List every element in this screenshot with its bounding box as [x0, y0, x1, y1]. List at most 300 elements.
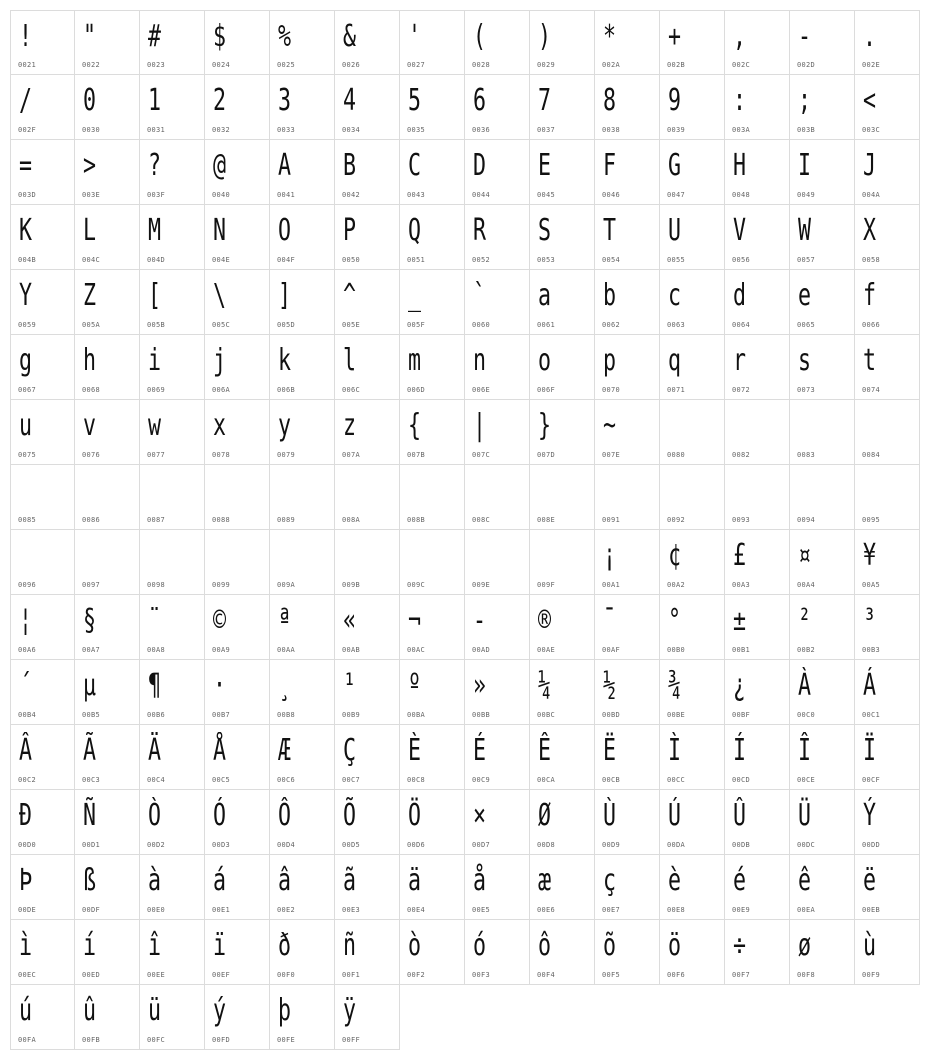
glyph-character: ä — [408, 863, 422, 898]
glyph-cell[interactable] — [530, 530, 595, 595]
glyph-code-label: 00DC — [797, 841, 816, 849]
glyph-cell[interactable] — [530, 920, 595, 985]
glyph-cell[interactable] — [725, 335, 790, 400]
glyph-cell[interactable] — [205, 530, 270, 595]
glyph-code-label: 007B — [407, 451, 426, 459]
glyph-cell[interactable] — [270, 920, 335, 985]
glyph-cell[interactable] — [465, 855, 530, 920]
glyph-cell[interactable] — [10, 920, 75, 985]
glyph-cell[interactable] — [400, 465, 465, 530]
glyph-character: æ — [538, 863, 552, 898]
glyph-cell[interactable] — [400, 140, 465, 205]
glyph-character: k — [278, 343, 292, 378]
glyph-cell[interactable] — [270, 595, 335, 660]
glyph-cell[interactable] — [725, 400, 790, 465]
glyph-cell[interactable] — [530, 465, 595, 530]
glyph-cell[interactable] — [660, 140, 725, 205]
glyph-cell[interactable] — [530, 270, 595, 335]
glyph-cell[interactable] — [400, 790, 465, 855]
glyph-cell[interactable] — [140, 920, 205, 985]
glyph-cell[interactable] — [595, 335, 660, 400]
glyph-cell[interactable] — [660, 400, 725, 465]
glyph-cell[interactable] — [400, 10, 465, 75]
glyph-cell[interactable] — [75, 790, 140, 855]
glyph-cell[interactable] — [790, 10, 855, 75]
glyph-cell[interactable] — [790, 790, 855, 855]
glyph-code-label: 00C6 — [277, 776, 296, 784]
glyph-cell[interactable] — [335, 465, 400, 530]
glyph-cell[interactable] — [400, 920, 465, 985]
glyph-character: 7 — [538, 83, 552, 118]
glyph-cell[interactable] — [530, 790, 595, 855]
glyph-cell[interactable] — [790, 270, 855, 335]
glyph-character: Á — [863, 668, 877, 703]
glyph-cell[interactable] — [140, 205, 205, 270]
glyph-cell[interactable] — [75, 400, 140, 465]
glyph-cell[interactable] — [790, 920, 855, 985]
glyph-cell[interactable] — [660, 790, 725, 855]
glyph-cell[interactable] — [205, 335, 270, 400]
glyph-cell[interactable] — [595, 75, 660, 140]
glyph-code-label: 00FA — [18, 1036, 37, 1044]
glyph-cell[interactable] — [10, 465, 75, 530]
glyph-cell[interactable] — [10, 400, 75, 465]
glyph-cell[interactable] — [335, 530, 400, 595]
glyph-cell[interactable] — [595, 10, 660, 75]
glyph-code-label: 0075 — [18, 451, 37, 459]
glyph-cell[interactable] — [205, 140, 270, 205]
glyph-cell[interactable] — [595, 725, 660, 790]
glyph-character: ½ — [603, 668, 617, 703]
glyph-cell[interactable] — [140, 75, 205, 140]
glyph-code-label: 0025 — [277, 61, 296, 69]
glyph-cell[interactable] — [790, 725, 855, 790]
glyph-cell[interactable] — [400, 205, 465, 270]
glyph-cell[interactable] — [10, 140, 75, 205]
glyph-cell[interactable] — [400, 855, 465, 920]
glyph-cell[interactable] — [75, 140, 140, 205]
glyph-cell[interactable] — [530, 595, 595, 660]
glyph-cell[interactable] — [140, 465, 205, 530]
glyph-cell[interactable] — [140, 140, 205, 205]
glyph-cell[interactable] — [595, 790, 660, 855]
glyph-cell[interactable] — [465, 10, 530, 75]
glyph-cell[interactable] — [725, 530, 790, 595]
glyph-cell[interactable] — [205, 400, 270, 465]
glyph-cell[interactable] — [270, 400, 335, 465]
glyph-cell[interactable] — [75, 920, 140, 985]
glyph-code-label: 0094 — [797, 516, 816, 524]
glyph-cell[interactable] — [270, 140, 335, 205]
glyph-cell[interactable] — [10, 790, 75, 855]
glyph-cell[interactable] — [140, 595, 205, 660]
glyph-code-label: 00D0 — [18, 841, 37, 849]
glyph-cell[interactable] — [465, 530, 530, 595]
glyph-cell[interactable] — [465, 140, 530, 205]
glyph-cell[interactable] — [530, 335, 595, 400]
glyph-character: J — [863, 148, 877, 183]
glyph-code-label: 0041 — [277, 191, 296, 199]
glyph-cell[interactable] — [270, 530, 335, 595]
glyph-cell[interactable] — [465, 660, 530, 725]
glyph-character: ¹ — [343, 668, 357, 703]
glyph-cell[interactable] — [335, 920, 400, 985]
glyph-cell[interactable] — [855, 465, 920, 530]
glyph-cell[interactable] — [530, 400, 595, 465]
glyph-cell[interactable] — [140, 530, 205, 595]
glyph-code-label: 002E — [862, 61, 881, 69]
glyph-cell[interactable] — [725, 660, 790, 725]
glyph-cell[interactable] — [855, 140, 920, 205]
glyph-character: ª — [278, 603, 292, 638]
glyph-character: y — [278, 408, 292, 443]
glyph-cell[interactable] — [660, 75, 725, 140]
glyph-cell[interactable] — [660, 465, 725, 530]
glyph-cell[interactable] — [270, 985, 335, 1050]
glyph-code-label: 0023 — [147, 61, 166, 69]
glyph-cell[interactable] — [270, 10, 335, 75]
glyph-cell[interactable] — [595, 270, 660, 335]
glyph-code-label: 00E7 — [602, 906, 621, 914]
glyph-cell[interactable] — [400, 400, 465, 465]
glyph-cell[interactable] — [335, 855, 400, 920]
glyph-cell[interactable] — [725, 725, 790, 790]
glyph-cell[interactable] — [465, 725, 530, 790]
glyph-cell[interactable] — [10, 270, 75, 335]
glyph-character: x — [213, 408, 227, 443]
glyph-cell[interactable] — [465, 205, 530, 270]
glyph-cell[interactable] — [660, 530, 725, 595]
glyph-code-label: 0032 — [212, 126, 231, 134]
glyph-cell[interactable] — [660, 10, 725, 75]
glyph-cell[interactable] — [75, 205, 140, 270]
glyph-character: ³ — [863, 603, 877, 638]
glyph-cell[interactable] — [725, 75, 790, 140]
glyph-code-label: 0079 — [277, 451, 296, 459]
glyph-cell[interactable] — [790, 855, 855, 920]
glyph-cell[interactable] — [595, 530, 660, 595]
glyph-cell[interactable] — [205, 75, 270, 140]
glyph-cell[interactable] — [75, 530, 140, 595]
glyph-cell[interactable] — [725, 465, 790, 530]
glyph-cell[interactable] — [855, 10, 920, 75]
glyph-code-label: 00FF — [342, 1036, 361, 1044]
glyph-cell[interactable] — [335, 140, 400, 205]
glyph-code-label: 0028 — [472, 61, 491, 69]
glyph-character: 4 — [343, 83, 357, 118]
glyph-cell[interactable] — [270, 335, 335, 400]
glyph-cell[interactable] — [855, 920, 920, 985]
glyph-code-label: 00B3 — [862, 646, 881, 654]
glyph-cell[interactable] — [140, 660, 205, 725]
glyph-cell[interactable] — [465, 790, 530, 855]
glyph-cell[interactable] — [465, 75, 530, 140]
glyph-code-label: 003E — [82, 191, 101, 199]
glyph-cell[interactable] — [75, 985, 140, 1050]
glyph-cell[interactable] — [205, 790, 270, 855]
glyph-cell[interactable] — [205, 270, 270, 335]
glyph-cell[interactable] — [725, 10, 790, 75]
glyph-cell[interactable] — [75, 10, 140, 75]
glyph-cell[interactable] — [855, 790, 920, 855]
glyph-character: 1 — [148, 83, 162, 118]
glyph-cell[interactable] — [75, 465, 140, 530]
glyph-cell[interactable] — [400, 725, 465, 790]
glyph-code-label: 00EA — [797, 906, 816, 914]
glyph-cell[interactable] — [140, 335, 205, 400]
glyph-cell[interactable] — [595, 465, 660, 530]
glyph-cell[interactable] — [790, 75, 855, 140]
glyph-cell[interactable] — [725, 790, 790, 855]
glyph-cell[interactable] — [465, 335, 530, 400]
glyph-cell[interactable] — [270, 75, 335, 140]
glyph-character: ñ — [343, 928, 357, 963]
glyph-cell[interactable] — [790, 530, 855, 595]
glyph-cell[interactable] — [205, 595, 270, 660]
glyph-cell[interactable] — [790, 465, 855, 530]
glyph-code-label: 00EC — [18, 971, 37, 979]
glyph-character: - — [798, 19, 812, 54]
glyph-cell[interactable] — [660, 725, 725, 790]
glyph-code-label: 002C — [732, 61, 751, 69]
glyph-cell[interactable] — [465, 920, 530, 985]
glyph-code-label: 004B — [18, 256, 37, 264]
glyph-cell[interactable] — [75, 855, 140, 920]
glyph-code-label: 0054 — [602, 256, 621, 264]
glyph-code-label: 00EE — [147, 971, 166, 979]
glyph-cell[interactable] — [660, 920, 725, 985]
glyph-cell[interactable] — [595, 400, 660, 465]
glyph-cell[interactable] — [270, 725, 335, 790]
glyph-character: Õ — [343, 798, 357, 833]
glyph-cell[interactable] — [270, 205, 335, 270]
glyph-cell[interactable] — [75, 270, 140, 335]
glyph-cell[interactable] — [595, 855, 660, 920]
glyph-cell[interactable] — [400, 75, 465, 140]
glyph-cell[interactable] — [790, 205, 855, 270]
glyph-cell[interactable] — [140, 270, 205, 335]
glyph-code-label: 00BB — [472, 711, 491, 719]
glyph-cell[interactable] — [530, 660, 595, 725]
glyph-character: § — [83, 603, 97, 638]
glyph-cell[interactable] — [75, 75, 140, 140]
glyph-cell[interactable] — [855, 205, 920, 270]
glyph-cell[interactable] — [10, 10, 75, 75]
glyph-cell[interactable] — [270, 270, 335, 335]
glyph-character: ~ — [603, 408, 617, 443]
glyph-cell[interactable] — [10, 985, 75, 1050]
glyph-cell[interactable] — [205, 985, 270, 1050]
glyph-cell[interactable] — [855, 725, 920, 790]
glyph-cell[interactable] — [855, 530, 920, 595]
glyph-character: s — [798, 343, 812, 378]
glyph-cell[interactable] — [660, 270, 725, 335]
glyph-character: í — [83, 928, 97, 963]
glyph-character: b — [603, 278, 617, 313]
glyph-cell[interactable] — [10, 725, 75, 790]
glyph-cell[interactable] — [855, 270, 920, 335]
glyph-cell[interactable] — [725, 270, 790, 335]
glyph-cell[interactable] — [205, 920, 270, 985]
glyph-code-label: 00EB — [862, 906, 881, 914]
glyph-cell[interactable] — [270, 660, 335, 725]
glyph-code-label: 0069 — [147, 386, 166, 394]
glyph-cell[interactable] — [660, 335, 725, 400]
glyph-cell[interactable] — [75, 725, 140, 790]
glyph-cell[interactable] — [140, 985, 205, 1050]
glyph-cell[interactable] — [335, 400, 400, 465]
glyph-cell[interactable] — [10, 335, 75, 400]
glyph-code-label: 0022 — [82, 61, 101, 69]
glyph-cell[interactable] — [595, 140, 660, 205]
glyph-cell[interactable] — [270, 855, 335, 920]
glyph-cell[interactable] — [855, 595, 920, 660]
glyph-code-label: 0071 — [667, 386, 686, 394]
glyph-character: ð — [278, 928, 292, 963]
glyph-cell[interactable] — [205, 205, 270, 270]
glyph-cell[interactable] — [205, 10, 270, 75]
glyph-code-label: 0037 — [537, 126, 556, 134]
glyph-cell[interactable] — [595, 660, 660, 725]
glyph-cell[interactable] — [790, 335, 855, 400]
glyph-cell[interactable] — [140, 725, 205, 790]
glyph-code-label: 00B1 — [732, 646, 751, 654]
glyph-cell[interactable] — [140, 400, 205, 465]
glyph-cell[interactable] — [75, 660, 140, 725]
glyph-cell[interactable] — [465, 270, 530, 335]
glyph-character: à — [148, 863, 162, 898]
glyph-cell[interactable] — [10, 530, 75, 595]
glyph-code-label: 005F — [407, 321, 426, 329]
glyph-cell[interactable] — [400, 270, 465, 335]
glyph-character: Þ — [19, 863, 33, 898]
glyph-cell[interactable] — [530, 140, 595, 205]
glyph-cell[interactable] — [660, 660, 725, 725]
glyph-cell[interactable] — [335, 790, 400, 855]
glyph-cell[interactable] — [595, 920, 660, 985]
glyph-cell[interactable] — [335, 205, 400, 270]
glyph-character: U — [668, 213, 682, 248]
glyph-cell[interactable] — [205, 465, 270, 530]
glyph-cell[interactable] — [205, 725, 270, 790]
glyph-cell[interactable] — [725, 855, 790, 920]
glyph-character: V — [733, 213, 747, 248]
glyph-code-label: 00D6 — [407, 841, 426, 849]
glyph-character: v — [83, 408, 97, 443]
glyph-character: # — [148, 19, 162, 54]
glyph-cell[interactable] — [855, 75, 920, 140]
glyph-code-label: 005A — [82, 321, 101, 329]
glyph-cell[interactable] — [335, 725, 400, 790]
glyph-cell[interactable] — [10, 660, 75, 725]
glyph-cell[interactable] — [10, 595, 75, 660]
glyph-cell[interactable] — [595, 595, 660, 660]
glyph-code-label: 00E2 — [277, 906, 296, 914]
glyph-character: a — [538, 278, 552, 313]
glyph-cell[interactable] — [790, 660, 855, 725]
glyph-cell[interactable] — [75, 335, 140, 400]
glyph-cell[interactable] — [790, 140, 855, 205]
glyph-cell[interactable] — [270, 465, 335, 530]
glyph-cell[interactable] — [855, 855, 920, 920]
glyph-cell[interactable] — [335, 10, 400, 75]
glyph-cell[interactable] — [855, 660, 920, 725]
glyph-cell[interactable] — [140, 855, 205, 920]
glyph-character: | — [473, 408, 487, 443]
glyph-cell[interactable] — [140, 10, 205, 75]
glyph-cell[interactable] — [140, 790, 205, 855]
glyph-cell[interactable] — [335, 335, 400, 400]
glyph-character: _ — [408, 278, 422, 313]
glyph-cell[interactable] — [400, 595, 465, 660]
glyph-cell[interactable] — [530, 855, 595, 920]
glyph-character: ² — [798, 603, 812, 638]
glyph-cell[interactable] — [10, 75, 75, 140]
glyph-cell[interactable] — [335, 985, 400, 1050]
glyph-code-label: 00D3 — [212, 841, 231, 849]
glyph-character: R — [473, 213, 487, 248]
glyph-cell[interactable] — [10, 205, 75, 270]
glyph-cell[interactable] — [335, 595, 400, 660]
glyph-cell[interactable] — [595, 205, 660, 270]
glyph-cell[interactable] — [530, 205, 595, 270]
glyph-code-label: 00F7 — [732, 971, 751, 979]
glyph-cell[interactable] — [400, 335, 465, 400]
glyph-cell[interactable] — [400, 530, 465, 595]
glyph-cell[interactable] — [75, 595, 140, 660]
glyph-character: ü — [148, 993, 162, 1028]
glyph-cell[interactable] — [530, 725, 595, 790]
glyph-cell[interactable] — [790, 595, 855, 660]
glyph-cell[interactable] — [465, 465, 530, 530]
glyph-cell[interactable] — [855, 400, 920, 465]
glyph-code-label: 0087 — [147, 516, 166, 524]
glyph-cell[interactable] — [530, 10, 595, 75]
glyph-cell[interactable] — [465, 400, 530, 465]
glyph-character: µ — [83, 668, 97, 703]
glyph-cell[interactable] — [530, 75, 595, 140]
glyph-cell[interactable] — [725, 920, 790, 985]
glyph-code-label: 0057 — [797, 256, 816, 264]
glyph-character: c — [668, 278, 682, 313]
glyph-cell[interactable] — [660, 595, 725, 660]
glyph-character: Ý — [863, 798, 877, 833]
glyph-cell[interactable] — [790, 400, 855, 465]
glyph-cell[interactable] — [465, 595, 530, 660]
glyph-cell[interactable] — [335, 270, 400, 335]
glyph-cell[interactable] — [725, 140, 790, 205]
glyph-cell[interactable] — [335, 75, 400, 140]
glyph-character: P — [343, 213, 357, 248]
glyph-cell[interactable] — [660, 205, 725, 270]
glyph-code-label: 0074 — [862, 386, 881, 394]
glyph-character: i — [148, 343, 162, 378]
glyph-cell[interactable] — [855, 335, 920, 400]
glyph-cell[interactable] — [10, 855, 75, 920]
glyph-code-label: 00D1 — [82, 841, 101, 849]
glyph-code-label: 008B — [407, 516, 426, 524]
glyph-cell[interactable] — [205, 855, 270, 920]
glyph-character: Ò — [148, 798, 162, 833]
glyph-cell[interactable] — [335, 660, 400, 725]
glyph-cell[interactable] — [205, 660, 270, 725]
glyph-cell[interactable] — [725, 205, 790, 270]
glyph-cell[interactable] — [725, 595, 790, 660]
glyph-character: Ê — [538, 733, 552, 768]
glyph-cell[interactable] — [660, 855, 725, 920]
glyph-cell[interactable] — [400, 660, 465, 725]
glyph-cell[interactable] — [270, 790, 335, 855]
